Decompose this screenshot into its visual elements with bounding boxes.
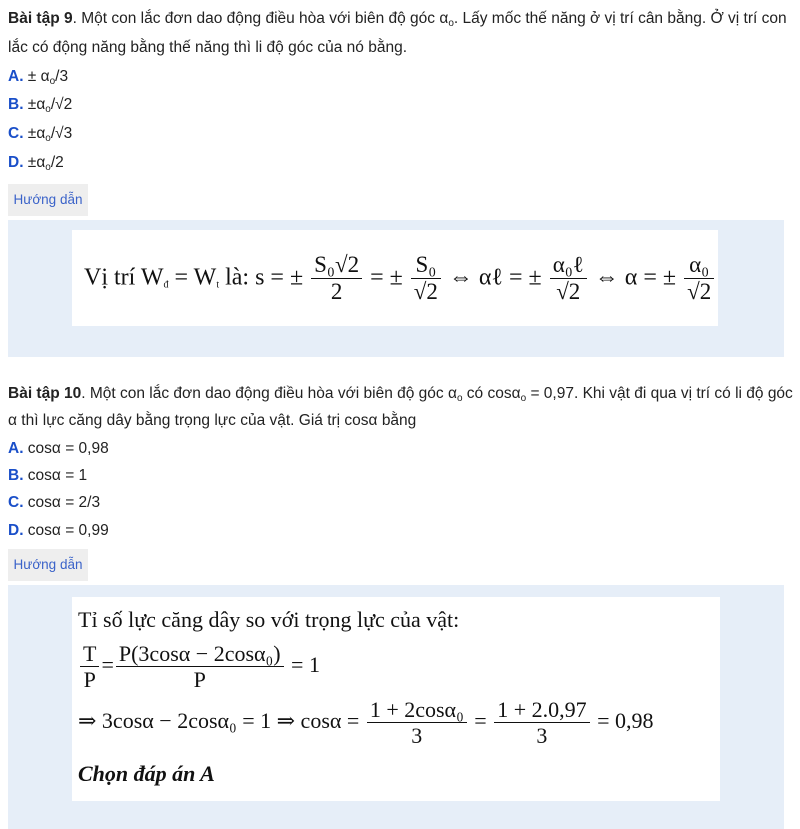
q9-label: Bài tập 9 — [8, 10, 73, 27]
q9-option-c: C. $\pm\alpha_o/√3$ — [8, 125, 73, 144]
q10-option-b: B. cosα = 1 — [8, 467, 88, 484]
q9-option-d: D. $\pm\alpha_o/2$ — [8, 154, 64, 173]
q10-option-c: C. cosα = 2/3 — [8, 494, 101, 511]
q9-stem-line2: lắc có động năng bằng thế năng thì li độ góc của nó bằng. — [8, 39, 408, 56]
q10-option-a: A. cosα = 0,98 — [8, 440, 109, 457]
q10-stem-line2: α thì lực căng dây bằng trọng lực của vật. Giá trị cosα bằng — [8, 412, 417, 429]
q9-frac-1: $\frac{\text{S₀√2}}{2}$ — [311, 252, 362, 306]
q10-option-d: D. cosα = 0,99 — [8, 522, 109, 539]
q10-solution-eq2: ⇒ 3cosα − 2cosα₀ = 1 ⇒ cosα = $\frac{\text{1 + 2cosα₀}}{3}$ = $\frac{1 + 2.0,97}{3}$ = 0,98 — [78, 697, 654, 749]
q10-stem-line1: Bài tập 10. Một con lắc đơn dao động điều hòa với biên độ góc $\alpha_o$ có cosα$_o$ = 0,97. Khi vật đi qua vị trí có li độ góc — [8, 385, 793, 404]
q9-solution-formula: Vị trí $W_đ = W_t$ là: s = ± $\frac{\text{S₀√2}}{2}$ = ± $\frac{\text{S₀}}{√2}$ ⇔ αℓ = ± $\frac{\text{α₀ℓ}}{√2}$ ⇔ α = ± $\frac{\text{α₀}}{√2}$ — [72, 230, 718, 326]
q10-solution-box — [8, 585, 784, 829]
q9-frac-4: $\frac{\text{α₀}}{√2}$ — [684, 252, 714, 306]
q9-solution-box — [8, 220, 784, 357]
q10-solution-formula — [72, 597, 720, 801]
q9-option-a: A. ± $\alpha_o/3$ — [8, 68, 69, 87]
q9-frac-2: $\frac{\text{S₀}}{√2}$ — [411, 252, 441, 306]
q9-option-b: B. $\pm\alpha_o/√2$ — [8, 96, 73, 115]
q9-frac-3: $\frac{\text{α₀ℓ}}{√2}$ — [550, 252, 587, 306]
q10-solution-answer: Chọn đáp án A — [78, 761, 215, 786]
q10-solution-title: Tỉ số lực căng dây so với trọng lực của vật: — [78, 607, 460, 632]
q9-guide-button[interactable]: Hướng dẫn — [8, 184, 88, 216]
q10-solution-eq1: $\frac{T}{P}$ = $\frac{\text{P(3cosα − 2cosα₀)}}{P}$ = 1 — [78, 641, 320, 693]
q10-guide-button[interactable]: Hướng dẫn — [8, 549, 88, 581]
q10-label: Bài tập 10 — [8, 385, 82, 402]
q9-stem-line1: Bài tập 9. Một con lắc đơn dao động điều hòa với biên độ góc $\alpha_o$. Lấy mốc thế năng ở vị trí cân bằng. Ở vị trí con — [8, 10, 787, 29]
